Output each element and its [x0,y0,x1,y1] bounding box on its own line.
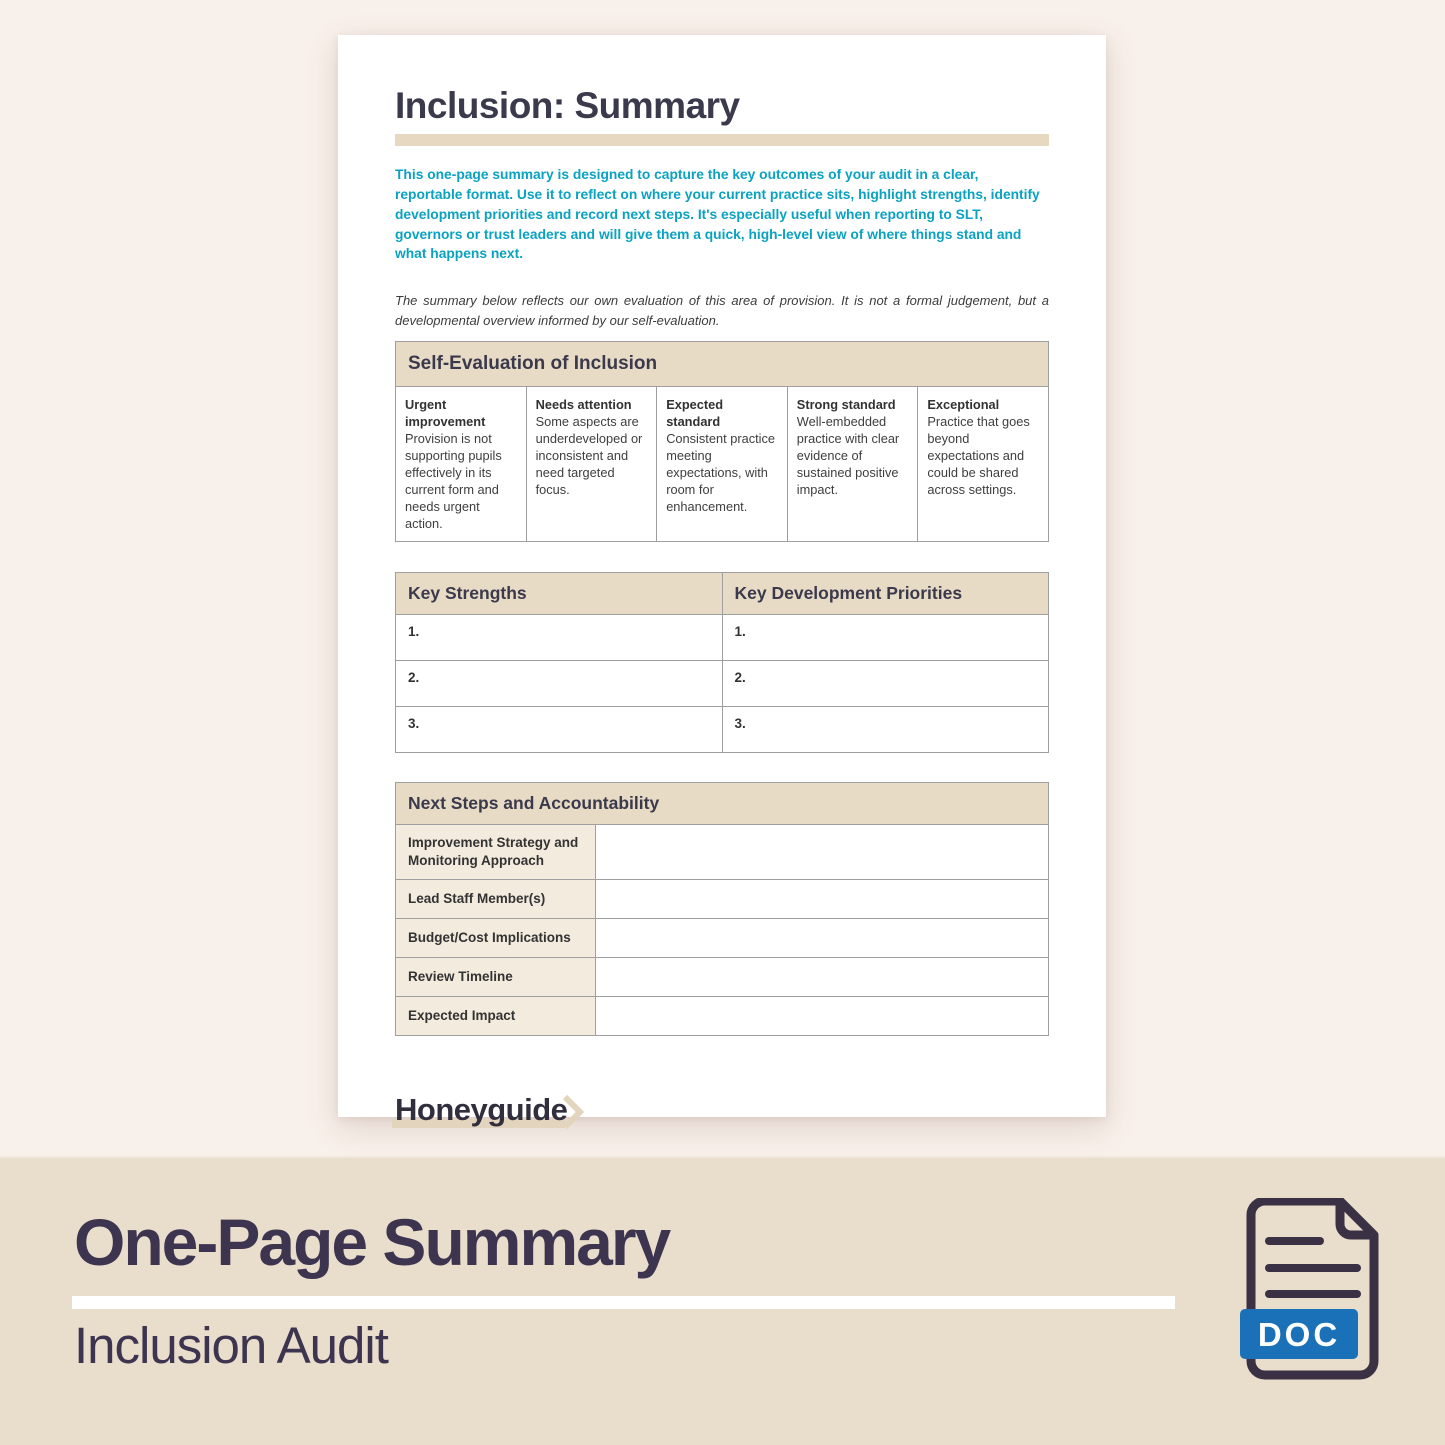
evaluation-level-cell [526,386,657,541]
table-row [396,879,1049,918]
banner-divider [72,1296,1175,1309]
row-value-lead-staff [596,879,1049,918]
strength-cell-2: 2. [396,660,723,706]
level-description: Practice that goes beyond expectations and could be shared across settings. [927,413,1030,497]
row-label-budget-cost: Budget/Cost Implications [396,918,596,957]
intro-paragraph: This one-page summary is designed to capture the key outcomes of your audit in a clear, reportable format. Use it to reflect on where your current practice sits, highlight strengths, identify development priorities and record next steps. It's especially useful when reporting to SLT, governors or trust leaders and will give them a quick, high-level view of where things stand and what happens next. [395,167,1040,262]
strengths-priorities-table [395,572,1049,753]
disclaimer-text: The summary below reflects our own evaluation of this area of provision. It is not a formal judgement, but a developmental overview informed by our self-evaluation. [395,293,1049,329]
doc-badge-label: DOC [1257,1316,1341,1353]
row-value-expected-impact [596,996,1049,1035]
table-row [396,706,1049,752]
next-steps-header: Next Steps and Accountability [396,782,1049,824]
row-label-expected-impact: Expected Impact [396,996,596,1035]
page-title: Inclusion: Summary [395,85,740,126]
priority-cell-2: 2. [722,660,1049,706]
priority-cell-1: 1. [722,614,1049,660]
table-row [396,996,1049,1035]
level-description: Consistent practice meeting expectations, with room for enhancement. [666,430,776,514]
level-description: Well-embedded practice with clear evidence of sustained positive impact. [796,413,900,497]
row-label-review-timeline: Review Timeline [396,957,596,996]
level-label: Strong standard [796,396,896,412]
table-row [396,660,1049,706]
document-page [338,35,1106,1127]
level-description: Provision is not supporting pupils effectively in its current form and needs urgent action. [405,430,502,531]
key-development-priorities-header: Key Development Priorities [722,572,1049,614]
footer-banner [0,1156,1445,1445]
table-row [396,918,1049,957]
level-label: Exceptional [927,396,1000,412]
banner-subtitle: Inclusion Audit [74,1317,388,1374]
evaluation-level-cell [396,386,527,541]
doc-file-icon [1228,1198,1380,1380]
row-value-budget-cost [596,918,1049,957]
table-row [396,957,1049,996]
level-label: Needs attention [535,396,632,412]
strength-cell-1: 1. [396,614,723,660]
evaluation-level-cell [657,386,788,541]
row-label-lead-staff: Lead Staff Member(s) [396,879,596,918]
self-evaluation-table [395,341,1049,542]
level-description: Some aspects are underdeveloped or inconsistent and need targeted focus. [535,413,643,497]
level-label: Urgent improvement [405,396,486,429]
table-row [396,824,1049,879]
strength-cell-3: 3. [396,706,723,752]
evaluation-level-cell [787,386,918,541]
logo-wordmark: Honeyguide [395,1091,568,1127]
table-row [396,614,1049,660]
evaluation-level-cell [918,386,1049,541]
row-value-review-timeline [596,957,1049,996]
next-steps-table [395,782,1049,1036]
row-label-improvement-strategy: Improvement Strategy and Monitoring Approach [396,824,596,879]
level-label: Expected standard [666,396,724,429]
self-evaluation-header: Self-Evaluation of Inclusion [396,341,1049,386]
priority-cell-3: 3. [722,706,1049,752]
title-divider [395,134,1049,146]
banner-title: One-Page Summary [74,1205,670,1279]
honeyguide-logo [395,1092,567,1128]
row-value-improvement-strategy [596,824,1049,879]
key-strengths-header: Key Strengths [396,572,723,614]
